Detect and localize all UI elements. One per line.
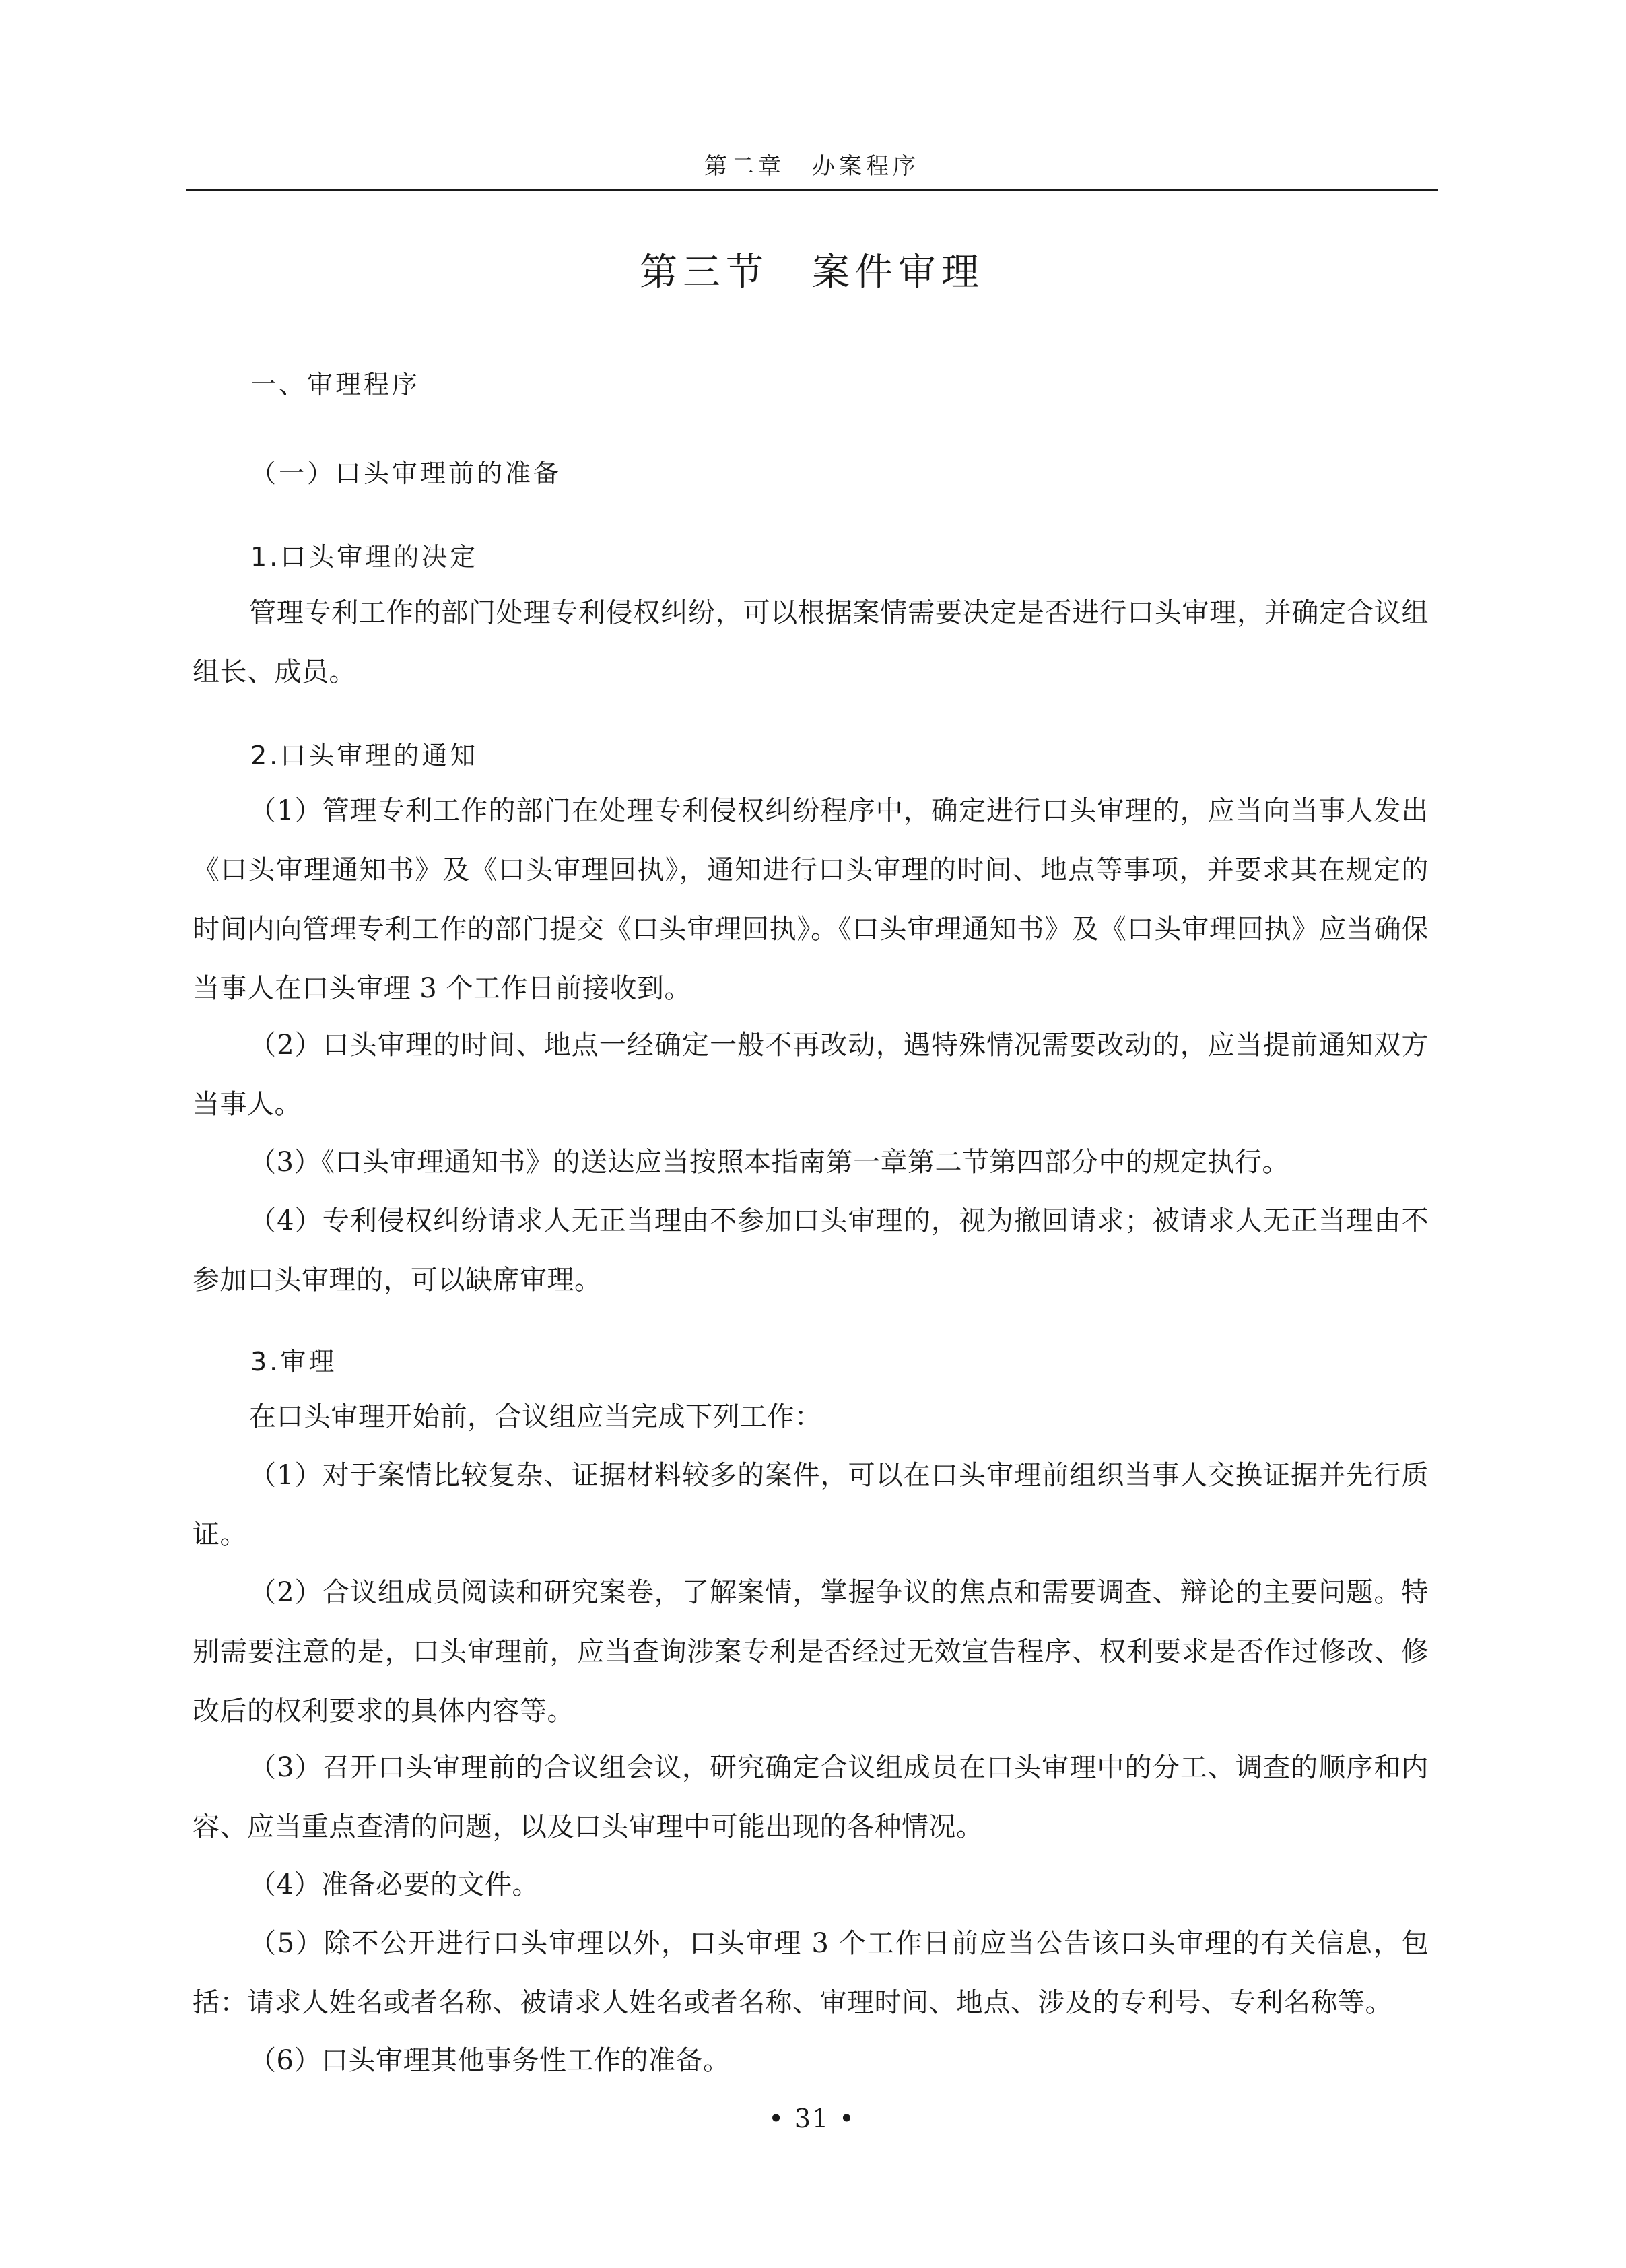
paragraph-review-3: （3）召开口头审理前的合议组会议，研究确定合议组成员在口头审理中的分工、调查的顺序和内容、应当重点查清的问题，以及口头审理中可能出现的各种情况。 [193, 1752, 1429, 1842]
paragraph-review-5: （5）除不公开进行口头审理以外，口头审理 3 个工作日前应当公告该口头审理的有关信息，包括：请求人姓名或者名称、被请求人姓名或者名称、审理时间、地点、涉及的专利号、专利名称等。 [193, 1928, 1429, 2018]
paragraph-review-1: （1）对于案情比较复杂、证据材料较多的案件，可以在口头审理前组织当事人交换证据并先行质证。 [193, 1460, 1429, 1550]
running-header: 第二章 办案程序 [704, 153, 920, 180]
paragraph-notice-1: （1）管理专利工作的部门在处理专利侵权纠纷程序中，确定进行口头审理的，应当向当事人发出《口头审理通知书》及《口头审理回执》，通知进行口头审理的时间、地点等事项，并要求其在规定的时间内向管理专利工作的部门提交《口头审理回执》。《口头审理通知书》及《口头审理回执》应当确保当事人在口头审理 3 个工作日前接收到。 [193, 795, 1429, 1004]
heading-oral-hearing-decision: 1.口头审理的决定 [250, 542, 479, 572]
paragraph-notice-2: （2）口头审理的时间、地点一经确定一般不再改动，遇特殊情况需要改动的，应当提前通知双方当事人。 [193, 1030, 1429, 1120]
paragraph-review-6: （6）口头审理其他事务性工作的准备。 [249, 2045, 731, 2076]
page-number: • 31 • [768, 2104, 856, 2133]
heading-oral-hearing-notice: 2.口头审理的通知 [250, 741, 479, 770]
paragraph-notice-3: （3）《口头审理通知书》的送达应当按照本指南第一章第二节第四部分中的规定执行。 [249, 1147, 1289, 1178]
paragraph-review-4: （4）准备必要的文件。 [249, 1869, 539, 1900]
heading-review: 3.审理 [250, 1347, 337, 1376]
heading-oral-hearing-preparation: （一）口头审理前的准备 [250, 459, 562, 488]
header-rule [186, 189, 1438, 191]
paragraph-decision: 管理专利工作的部门处理专利侵权纠纷，可以根据案情需要决定是否进行口头审理，并确定合议组组长、成员。 [193, 597, 1429, 688]
heading-review-procedure: 一、审理程序 [250, 370, 421, 399]
paragraph-notice-4: （4）专利侵权纠纷请求人无正当理由不参加口头审理的，视为撤回请求；被请求人无正当理由不参加口头审理的，可以缺席审理。 [193, 1205, 1429, 1296]
paragraph-review-2: （2）合议组成员阅读和研究案卷，了解案情，掌握争议的焦点和需要调查、辩论的主要问题。特别需要注意的是，口头审理前，应当查询涉案专利是否经过无效宣告程序、权利要求是否作过修改、修改后的权利要求的具体内容等。 [193, 1577, 1429, 1727]
section-title: 第三节 案件审理 [640, 251, 984, 294]
paragraph-review-intro: 在口头审理开始前，合议组应当完成下列工作： [249, 1401, 822, 1432]
